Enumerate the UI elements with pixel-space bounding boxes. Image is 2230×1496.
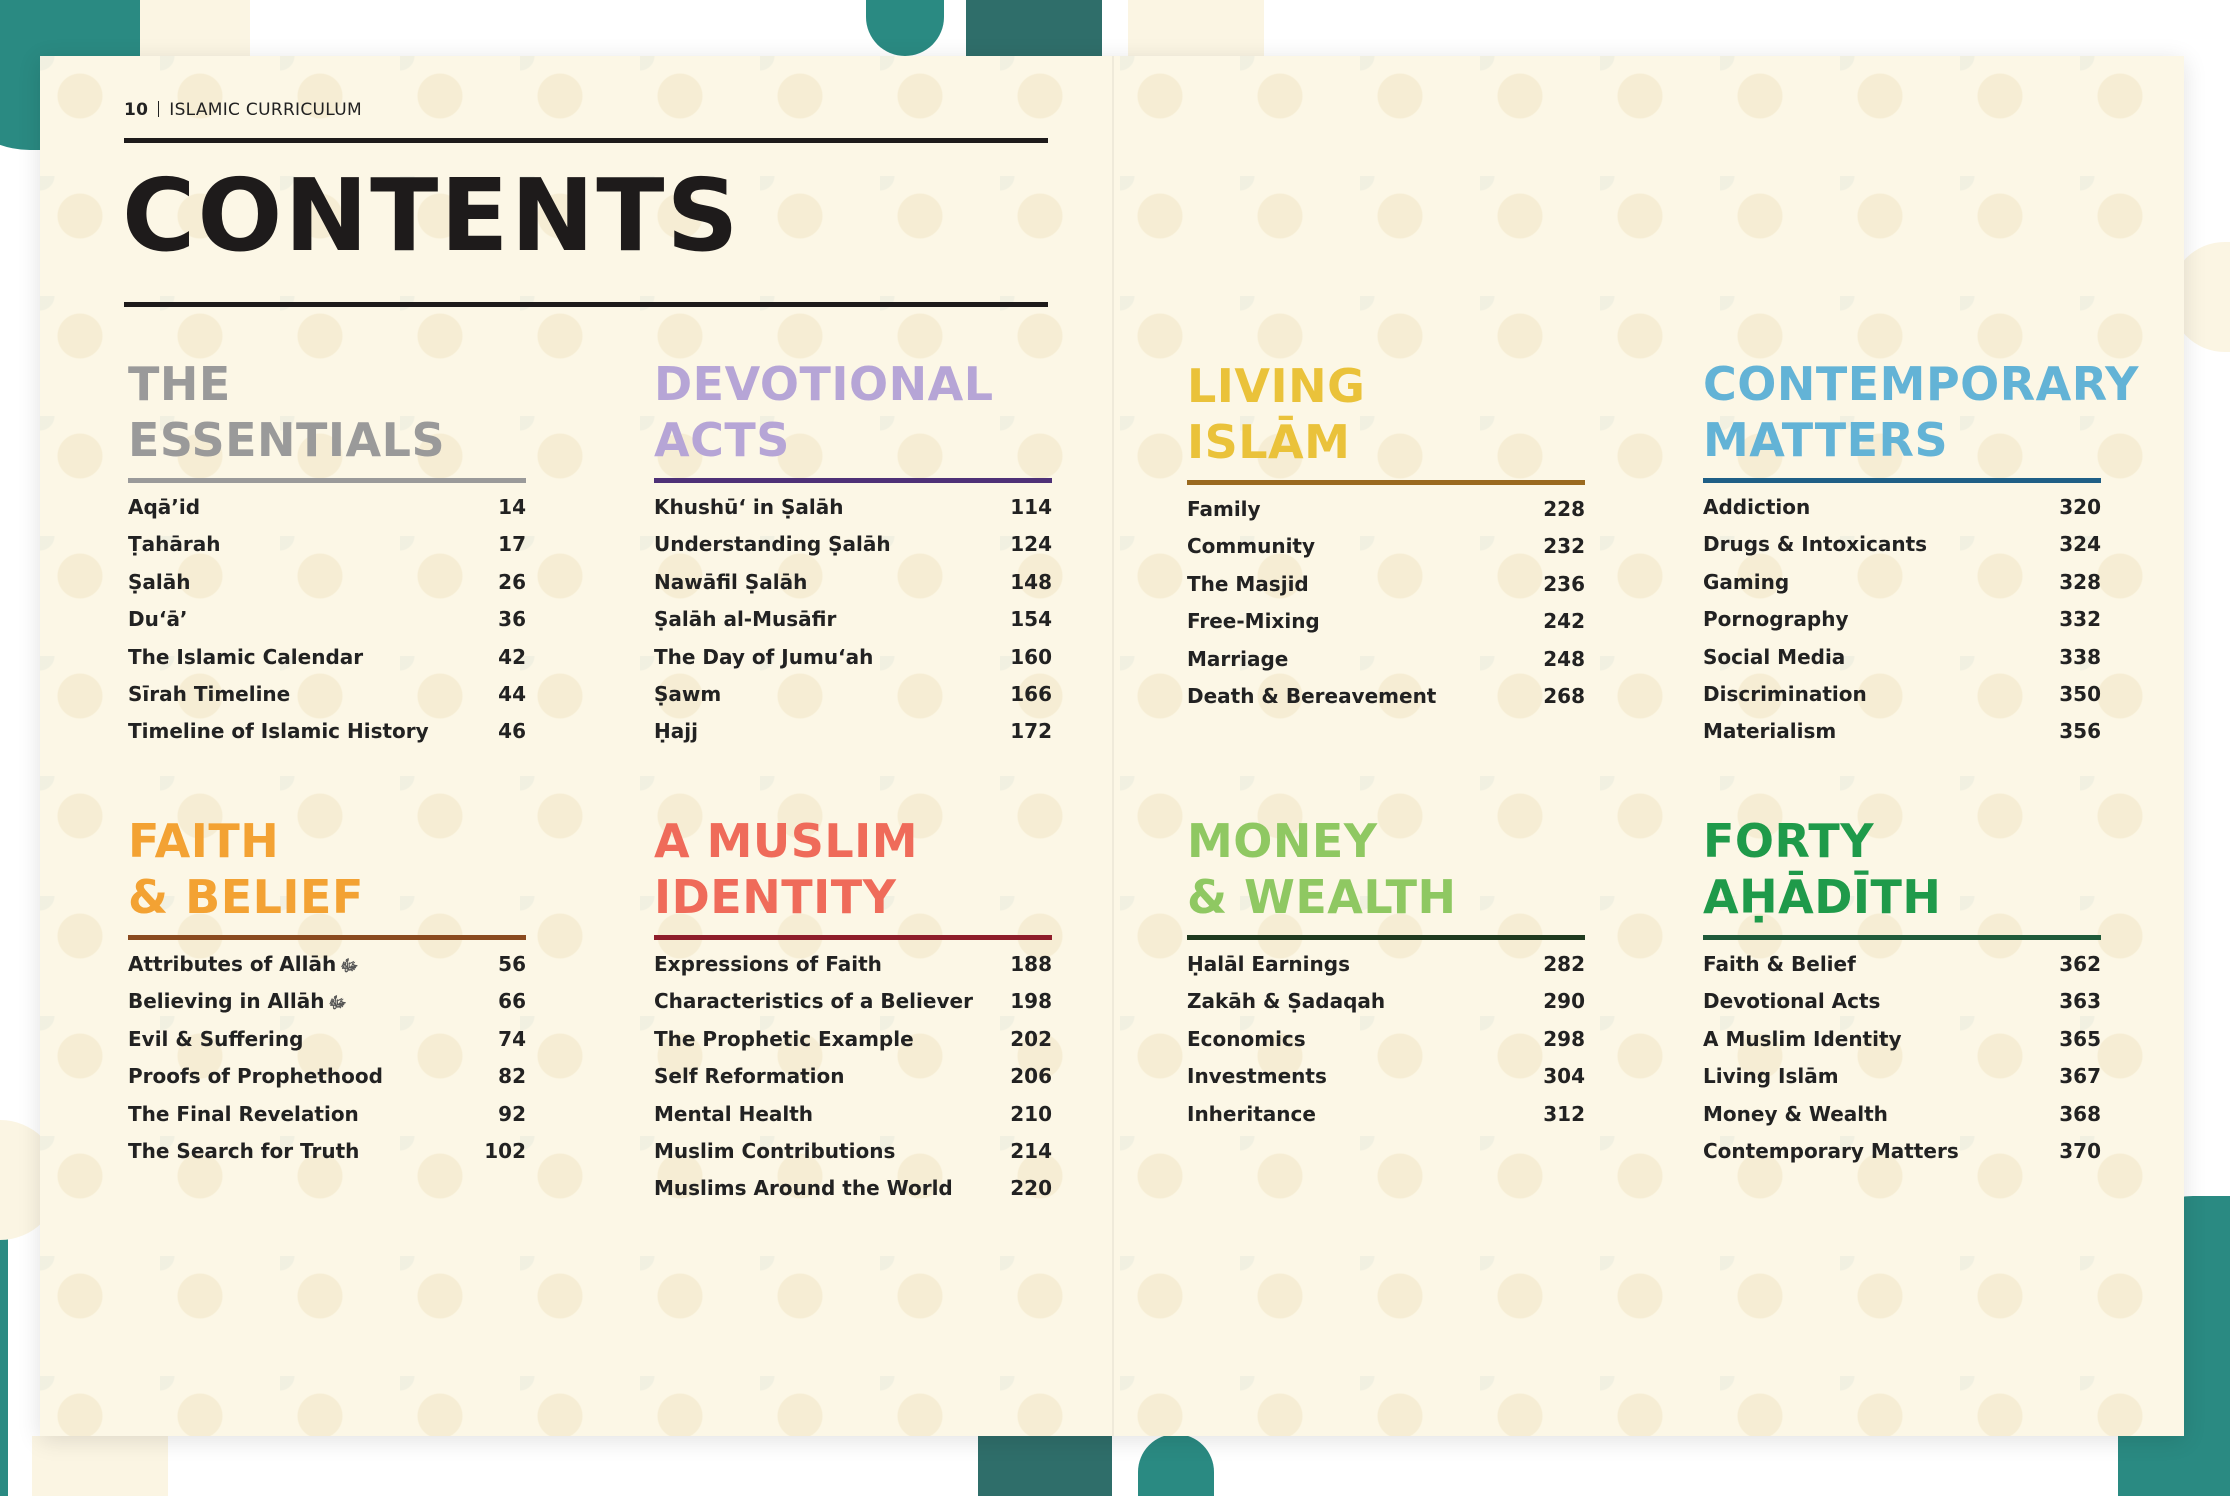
toc-entry-title-text: Discrimination (1703, 681, 1867, 706)
toc-entry-page: 368 (2059, 1101, 2101, 1126)
toc-entry[interactable] (1187, 1102, 1585, 1139)
section-living (1187, 358, 1585, 721)
toc-entry[interactable] (654, 645, 1052, 682)
toc-entry-title-text: Believing in Allāh (128, 989, 325, 1014)
toc-entry-title (654, 1176, 953, 1200)
toc-entry-title (128, 607, 188, 631)
toc-entry[interactable] (128, 495, 526, 532)
section-contemporary (1703, 356, 2139, 757)
toc-entry[interactable] (1703, 719, 2101, 756)
toc-entry-title-text: Economics (1187, 1026, 1306, 1051)
honorific-seal-icon: ﷻ (340, 956, 359, 975)
section-heading-line1: LIVING (1187, 359, 1366, 413)
toc-entry-title-text: Pornography (1703, 607, 1849, 632)
toc-entry[interactable] (1187, 952, 1585, 989)
toc-entry-title-text: Addiction (1703, 495, 1811, 519)
toc-entry-title (1703, 607, 1849, 631)
toc-entry-title (1187, 952, 1350, 976)
toc-entry-title (654, 607, 836, 631)
toc-entry[interactable] (1703, 682, 2101, 719)
toc-entry-page: 367 (2059, 1064, 2101, 1089)
toc-entry-title-text: Mental Health (654, 1101, 814, 1126)
section-heading (654, 356, 1052, 468)
toc-entry-title (128, 570, 191, 594)
toc-entry-page: 350 (2059, 681, 2101, 706)
toc-entry-title-text: Devotional Acts (1703, 989, 1881, 1014)
toc-entry[interactable] (128, 1064, 526, 1101)
section-heading (654, 813, 1052, 925)
page-fold (1112, 56, 1114, 1436)
toc-entry-title-text: Community (1187, 534, 1316, 559)
book-title: ISLAMIC CURRICULUM (169, 100, 362, 120)
toc-entry-title (654, 989, 973, 1013)
toc-entry[interactable] (128, 532, 526, 569)
toc-entry[interactable] (128, 570, 526, 607)
toc-entry-title-text: Free-Mixing (1187, 609, 1320, 634)
toc-entry-title (654, 495, 843, 519)
toc-entry-title-text: Attributes of Allāh (128, 952, 337, 976)
toc-entry-title (128, 682, 290, 706)
toc-entry-title (1703, 570, 1789, 594)
toc-entry-title (128, 719, 429, 743)
toc-entry-page: 365 (2059, 1026, 2101, 1051)
toc-entry[interactable] (128, 1139, 526, 1176)
toc-entry-title (1703, 1027, 1902, 1051)
section-heading (128, 356, 526, 468)
toc-entry[interactable] (1187, 609, 1585, 646)
section-heading-line2: & BELIEF (128, 870, 364, 924)
section-heading-line1: MONEY (1187, 814, 1378, 868)
honorific-seal-icon: ﷻ (328, 993, 347, 1013)
title-rule-bottom (124, 302, 1048, 307)
section-rule (654, 478, 1052, 483)
toc-entry-title (1187, 1027, 1306, 1051)
toc-entry-title (1703, 682, 1867, 706)
toc-entry-title (1187, 989, 1385, 1013)
toc-entry-page: 320 (2059, 495, 2101, 519)
toc-entry-page: 124 (1010, 532, 1052, 557)
section-heading (1187, 358, 1585, 470)
toc-entry-title-text: The Islamic Calendar (128, 644, 364, 669)
section-heading-line2: & WEALTH (1187, 870, 1457, 924)
toc-entry-title (654, 1027, 914, 1051)
toc-entry[interactable] (1703, 495, 2101, 532)
toc-entry-title-text: Ṣawm (654, 681, 722, 706)
toc-entry[interactable] (1703, 645, 2101, 682)
toc-entry-page: 232 (1543, 534, 1585, 559)
toc-entry[interactable] (1187, 1064, 1585, 1101)
toc-entry[interactable] (1187, 684, 1585, 721)
toc-entry-title (654, 645, 873, 669)
section-heading (128, 813, 526, 925)
toc-entry-page: 210 (1010, 1101, 1052, 1126)
section-heading-line1: FAITH (128, 814, 280, 868)
toc-entry-title (1187, 647, 1288, 671)
toc-entry[interactable] (654, 952, 1052, 989)
toc-entry[interactable] (654, 1176, 1052, 1213)
toc-entry-title (1703, 1139, 1959, 1163)
toc-entry[interactable] (1703, 532, 2101, 569)
toc-entry-page: 148 (1010, 569, 1052, 594)
decorative-shape (866, 0, 944, 56)
toc-entry-page: 363 (2059, 989, 2101, 1014)
toc-entry-page: 338 (2059, 644, 2101, 669)
toc-entry-title-text: Characteristics of a Believer (654, 989, 973, 1014)
toc-entry[interactable] (654, 1027, 1052, 1064)
decorative-shape (966, 0, 1102, 62)
toc-entry-title (128, 1102, 359, 1126)
toc-entry-title (1703, 952, 1856, 976)
toc-entry-title-text: Muslims Around the World (654, 1176, 953, 1201)
toc-entry-title-text: Investments (1187, 1064, 1327, 1089)
section-heading-line2: MATTERS (1703, 413, 1949, 467)
toc-entry[interactable] (654, 682, 1052, 719)
toc-entry-page: 26 (498, 569, 526, 594)
toc-entry-page: 166 (1010, 681, 1052, 706)
section-heading (1703, 356, 2139, 468)
page-title: CONTENTS (122, 157, 741, 274)
toc-entry-title (1187, 534, 1315, 558)
toc-entry[interactable] (128, 989, 526, 1026)
toc-entry-title-text: The Day of Jumu‘ah (654, 644, 874, 669)
section-heading-line2: ISLĀM (1187, 415, 1351, 469)
toc-entry-title-text: Understanding Ṣalāh (654, 532, 891, 557)
toc-entry-title (654, 1139, 895, 1163)
toc-entry-title-text: The Prophetic Example (654, 1026, 914, 1051)
toc-entry-page: 298 (1543, 1026, 1585, 1051)
page-number: 10 (124, 100, 149, 120)
toc-entry-title-text: Self Reformation (654, 1064, 845, 1089)
toc-entry-page: 160 (1010, 644, 1052, 669)
toc-entry-title-text: Ṣalāh (128, 569, 191, 594)
section-heading-line2: AḤĀDĪTH (1703, 870, 1942, 924)
section-forty (1703, 813, 2101, 1176)
toc-entry-page: 202 (1010, 1026, 1052, 1051)
running-head-divider (158, 101, 159, 117)
toc-entry[interactable] (1703, 989, 2101, 1026)
toc-entry-page: 248 (1543, 646, 1585, 671)
section-essentials (128, 356, 526, 757)
toc-entry-title (1187, 572, 1309, 596)
toc-entry-page: 46 (498, 719, 526, 744)
toc-entry-title (128, 1139, 359, 1163)
section-heading-line1: DEVOTIONAL (654, 357, 994, 411)
toc-entry-page: 312 (1543, 1101, 1585, 1126)
toc-entry-title (1703, 1102, 1888, 1126)
title-rule-top (124, 138, 1048, 143)
toc-entry-page: 206 (1010, 1064, 1052, 1089)
toc-entry[interactable] (1703, 1064, 2101, 1101)
toc-entry-page: 172 (1010, 719, 1052, 744)
toc-entry[interactable] (128, 952, 526, 989)
toc-entry[interactable] (1187, 534, 1585, 571)
toc-entry-page: 92 (498, 1101, 526, 1126)
toc-entry-page: 282 (1543, 952, 1585, 976)
toc-entry-title-text: Evil & Suffering (128, 1026, 304, 1051)
toc-entry[interactable] (128, 1027, 526, 1064)
decorative-shape (1128, 0, 1264, 60)
toc-entry[interactable] (128, 1102, 526, 1139)
toc-entry-title (1703, 989, 1880, 1013)
toc-entry-page: 102 (484, 1138, 526, 1163)
toc-entry-title-text: Ṭahārah (128, 532, 221, 557)
toc-entry-title-text: Proofs of Prophethood (128, 1064, 383, 1089)
toc-entry-title-text: Muslim Contributions (654, 1138, 896, 1163)
toc-entry-page: 66 (498, 989, 526, 1014)
toc-entry-title (654, 1064, 845, 1088)
toc-entry-title (654, 952, 882, 976)
toc-entry-title (654, 719, 698, 743)
toc-entry-page: 304 (1543, 1064, 1585, 1089)
toc-entry[interactable] (1187, 497, 1585, 534)
decorative-shape (978, 1436, 1112, 1496)
toc-entry[interactable] (1187, 1027, 1585, 1064)
toc-entry[interactable] (1703, 607, 2101, 644)
toc-entry-title (654, 532, 891, 556)
toc-entry[interactable] (1703, 1027, 2101, 1064)
toc-entry[interactable] (128, 682, 526, 719)
section-rule (1703, 935, 2101, 940)
toc-entry[interactable] (1703, 1139, 2101, 1176)
toc-entry[interactable] (654, 1064, 1052, 1101)
toc-entry-page: 220 (1010, 1176, 1052, 1201)
toc-entry-title-text: Ḥajj (654, 719, 698, 744)
toc-entry-title (1187, 1064, 1327, 1088)
toc-entry[interactable] (654, 570, 1052, 607)
toc-entry-title-text: A Muslim Identity (1703, 1026, 1902, 1051)
toc-entry-title (654, 570, 807, 594)
toc-entry-title-text: Drugs & Intoxicants (1703, 532, 1928, 557)
toc-entry[interactable] (654, 607, 1052, 644)
toc-entry[interactable] (654, 532, 1052, 569)
toc-entry-page: 42 (498, 644, 526, 669)
section-heading-line1: A MUSLIM (654, 814, 919, 868)
section-heading-line2: ACTS (654, 413, 790, 467)
section-rule (128, 478, 526, 483)
section-faith (128, 813, 526, 1176)
toc-entry-title-text: The Masjid (1187, 571, 1309, 596)
toc-entry-title-text: Marriage (1187, 646, 1289, 671)
toc-entry-title (128, 532, 220, 556)
section-heading-line2: IDENTITY (654, 870, 897, 924)
toc-entry-page: 17 (498, 532, 526, 557)
toc-entry-title (128, 989, 347, 1016)
toc-entry-page: 228 (1543, 497, 1585, 521)
toc-entry-title-text: Ḥalāl Earnings (1187, 952, 1350, 976)
toc-entry-title-text: Faith & Belief (1703, 952, 1856, 976)
toc-entry-page: 14 (498, 495, 526, 519)
toc-entry-page: 290 (1543, 989, 1585, 1014)
toc-entry[interactable] (654, 495, 1052, 532)
toc-entry[interactable] (1703, 952, 2101, 989)
toc-entry[interactable] (1187, 572, 1585, 609)
toc-entry[interactable] (654, 1139, 1052, 1176)
toc-entry[interactable] (128, 645, 526, 682)
toc-entry-title-text: Gaming (1703, 569, 1790, 594)
toc-entry-title-text: Money & Wealth (1703, 1101, 1888, 1126)
toc-entry-page: 268 (1543, 683, 1585, 708)
section-money (1187, 813, 1585, 1139)
toc-entry-page: 188 (1010, 952, 1052, 976)
toc-entry[interactable] (654, 1102, 1052, 1139)
toc-entry[interactable] (654, 719, 1052, 756)
toc-entry-title-text: Sīrah Timeline (128, 681, 291, 706)
toc-entry-page: 370 (2059, 1138, 2101, 1163)
toc-entry-page: 44 (498, 681, 526, 706)
section-rule (128, 935, 526, 940)
book-spread (40, 56, 2184, 1436)
toc-entry-page: 362 (2059, 952, 2101, 976)
section-devotional (654, 356, 1052, 757)
toc-entry-title (1703, 532, 1927, 556)
section-heading (1187, 813, 1585, 925)
toc-entry-title (128, 645, 363, 669)
toc-entry-title (1187, 684, 1436, 708)
toc-entry-title-text: Nawāfil Ṣalāh (654, 569, 808, 594)
toc-entry-title-text: Materialism (1703, 719, 1837, 744)
toc-entry-title-text: Du‘ā’ (128, 607, 188, 632)
decorative-shape (1138, 1434, 1214, 1496)
section-heading-line2: ESSENTIALS (128, 413, 446, 467)
decorative-shape (32, 1436, 168, 1496)
toc-entry-title (1703, 645, 1845, 669)
toc-entry-page: 328 (2059, 569, 2101, 594)
toc-entry-title-text: Timeline of Islamic History (128, 719, 429, 744)
toc-entry-page: 114 (1010, 495, 1052, 519)
section-heading-line1: CONTEMPORARY (1703, 357, 2139, 411)
toc-entry[interactable] (1187, 989, 1585, 1026)
toc-entry-title (1703, 495, 1810, 519)
toc-entry-page: 332 (2059, 607, 2101, 632)
section-rule (654, 935, 1052, 940)
section-rule (1187, 480, 1585, 485)
toc-entry-title-text: Inheritance (1187, 1101, 1316, 1126)
toc-entry[interactable] (1703, 570, 2101, 607)
section-rule (1703, 478, 2101, 483)
toc-entry-title-text: Living Islām (1703, 1064, 1839, 1089)
toc-entry-page: 198 (1010, 989, 1052, 1014)
toc-entry-title-text: Contemporary Matters (1703, 1138, 1959, 1163)
toc-entry-page: 74 (498, 1026, 526, 1051)
toc-entry[interactable] (1703, 1102, 2101, 1139)
toc-entry-title-text: Family (1187, 497, 1261, 521)
toc-entry-title (128, 1064, 383, 1088)
toc-entry[interactable] (654, 989, 1052, 1026)
section-rule (1187, 935, 1585, 940)
running-head (124, 100, 362, 120)
toc-entry-page: 36 (498, 607, 526, 632)
toc-entry-title-text: Aqā’id (128, 495, 201, 519)
section-heading-line1: THE (128, 357, 231, 411)
toc-entry-title (654, 682, 721, 706)
toc-entry-title (1187, 497, 1261, 521)
toc-entry-title-text: The Search for Truth (128, 1138, 360, 1163)
toc-entry-title-text: Expressions of Faith (654, 952, 882, 976)
toc-entry[interactable] (128, 607, 526, 644)
toc-entry-title (1703, 1064, 1839, 1088)
section-heading (1703, 813, 2101, 925)
toc-entry-page: 82 (498, 1064, 526, 1089)
toc-entry-page: 324 (2059, 532, 2101, 557)
toc-entry-page: 236 (1543, 571, 1585, 596)
toc-entry-page: 56 (498, 952, 526, 976)
toc-entry-title (1703, 719, 1836, 743)
toc-entry-title (1187, 1102, 1316, 1126)
decorative-shape (140, 0, 250, 60)
toc-entry-title-text: Social Media (1703, 644, 1846, 669)
section-identity (654, 813, 1052, 1214)
toc-entry-title (128, 952, 358, 979)
toc-entry-title-text: The Final Revelation (128, 1101, 359, 1126)
toc-entry-title (1187, 609, 1320, 633)
toc-entry-title (654, 1102, 813, 1126)
toc-entry-title-text: Death & Bereavement (1187, 683, 1437, 708)
toc-entry-title-text: Khushū‘ in Ṣalāh (654, 495, 844, 519)
toc-entry-title-text: Zakāh & Ṣadaqah (1187, 989, 1386, 1014)
toc-entry-title-text: Ṣalāh al-Musāfir (654, 607, 837, 632)
toc-entry-page: 356 (2059, 719, 2101, 744)
toc-entry-title (128, 1027, 303, 1051)
toc-entry-page: 214 (1010, 1138, 1052, 1163)
toc-entry-page: 242 (1543, 609, 1585, 634)
toc-entry-title (128, 495, 200, 519)
section-heading-line1: FORTY (1703, 814, 1875, 868)
toc-entry[interactable] (1187, 647, 1585, 684)
toc-entry[interactable] (128, 719, 526, 756)
toc-entry-page: 154 (1010, 607, 1052, 632)
